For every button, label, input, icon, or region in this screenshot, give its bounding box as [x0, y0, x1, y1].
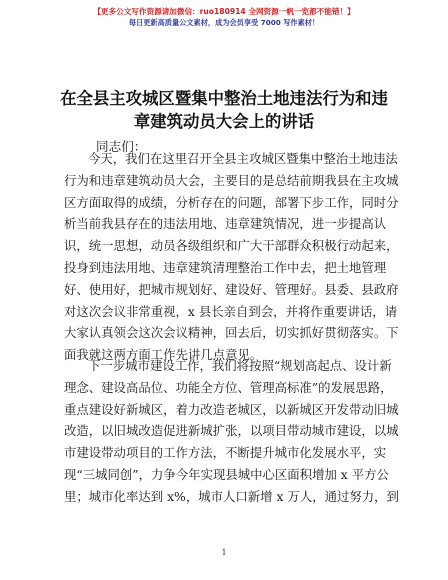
- page-number: 1: [221, 548, 227, 557]
- text-line: 市建设带动项目的工作方法，不断提升城市化发展水平，实: [64, 445, 387, 461]
- text-line: 改造，以旧城改造促进新城扩张，以项目带动城市建设，以城: [64, 423, 399, 439]
- text-line: 识，统一思想，动员各级组织和广大干部群众积极行动起来，: [64, 238, 399, 254]
- text-line: 下一步城市建设工作，我们将按照“规划高起点、设计新: [88, 358, 392, 373]
- text-line: 区方面取得的成绩，分析存在的问题，部署下步工作，同时分: [64, 194, 399, 210]
- text-line: 好、使用好，把城市规划好、建设好、管理好。县委、县政府: [64, 281, 399, 297]
- salutation: 同志们：: [96, 139, 147, 154]
- text-line: 对这次会议非常重视，x 县长亲自到会，并将作重要讲话，请: [64, 303, 398, 319]
- paragraph-2: [64, 355, 399, 508]
- text-line: 大家认真领会这次会议精神，回去后，切实抓好贯彻落实。下: [64, 325, 399, 341]
- promo-banner: [0, 6, 448, 28]
- title-line: 在全县主攻城区暨集中整治土地违法行为和违: [60, 89, 388, 108]
- speech-title: [30, 87, 418, 133]
- text-line: 行为和违章建筑动员大会，主要目的是总结前期我县在主攻城: [64, 172, 399, 188]
- banner-line-1: 【更多公文写作资源请加微信：ruo180914 全网资源一帆一览都不能错！】: [93, 7, 355, 16]
- text-line: 现“三城同创”，力争今年实现县城中心区面积增加 x 平方公: [64, 466, 389, 482]
- text-line: 里；城市化率达到 x%，城市人口新增 x 万人，通过努力，到: [64, 488, 399, 504]
- text-line: 理念、建设高品位、功能全方位、管理高标准”的发展思路，: [64, 379, 393, 395]
- text-line: 析当前我县存在的违法用地、违章建筑情况，进一步提高认: [64, 216, 387, 232]
- text-line: 今天，我们在这里召开全县主攻城区暨集中整治土地违法: [88, 151, 398, 166]
- text-line: 重点建设好新城区，着力改造老城区，以新城区开发带动旧城: [64, 401, 399, 417]
- title-line: 章建筑动员大会上的讲话: [133, 112, 315, 131]
- banner-line-2: 每日更新高质量公文素材，成为会员享受 7000 写作素材！: [128, 18, 320, 27]
- paragraph-1: [64, 148, 399, 366]
- text-line: 面我就这两方面工作先讲几点意见。: [64, 347, 263, 363]
- text-line: 投身到违法用地、违章建筑清理整治工作中去，把土地管理: [64, 259, 387, 275]
